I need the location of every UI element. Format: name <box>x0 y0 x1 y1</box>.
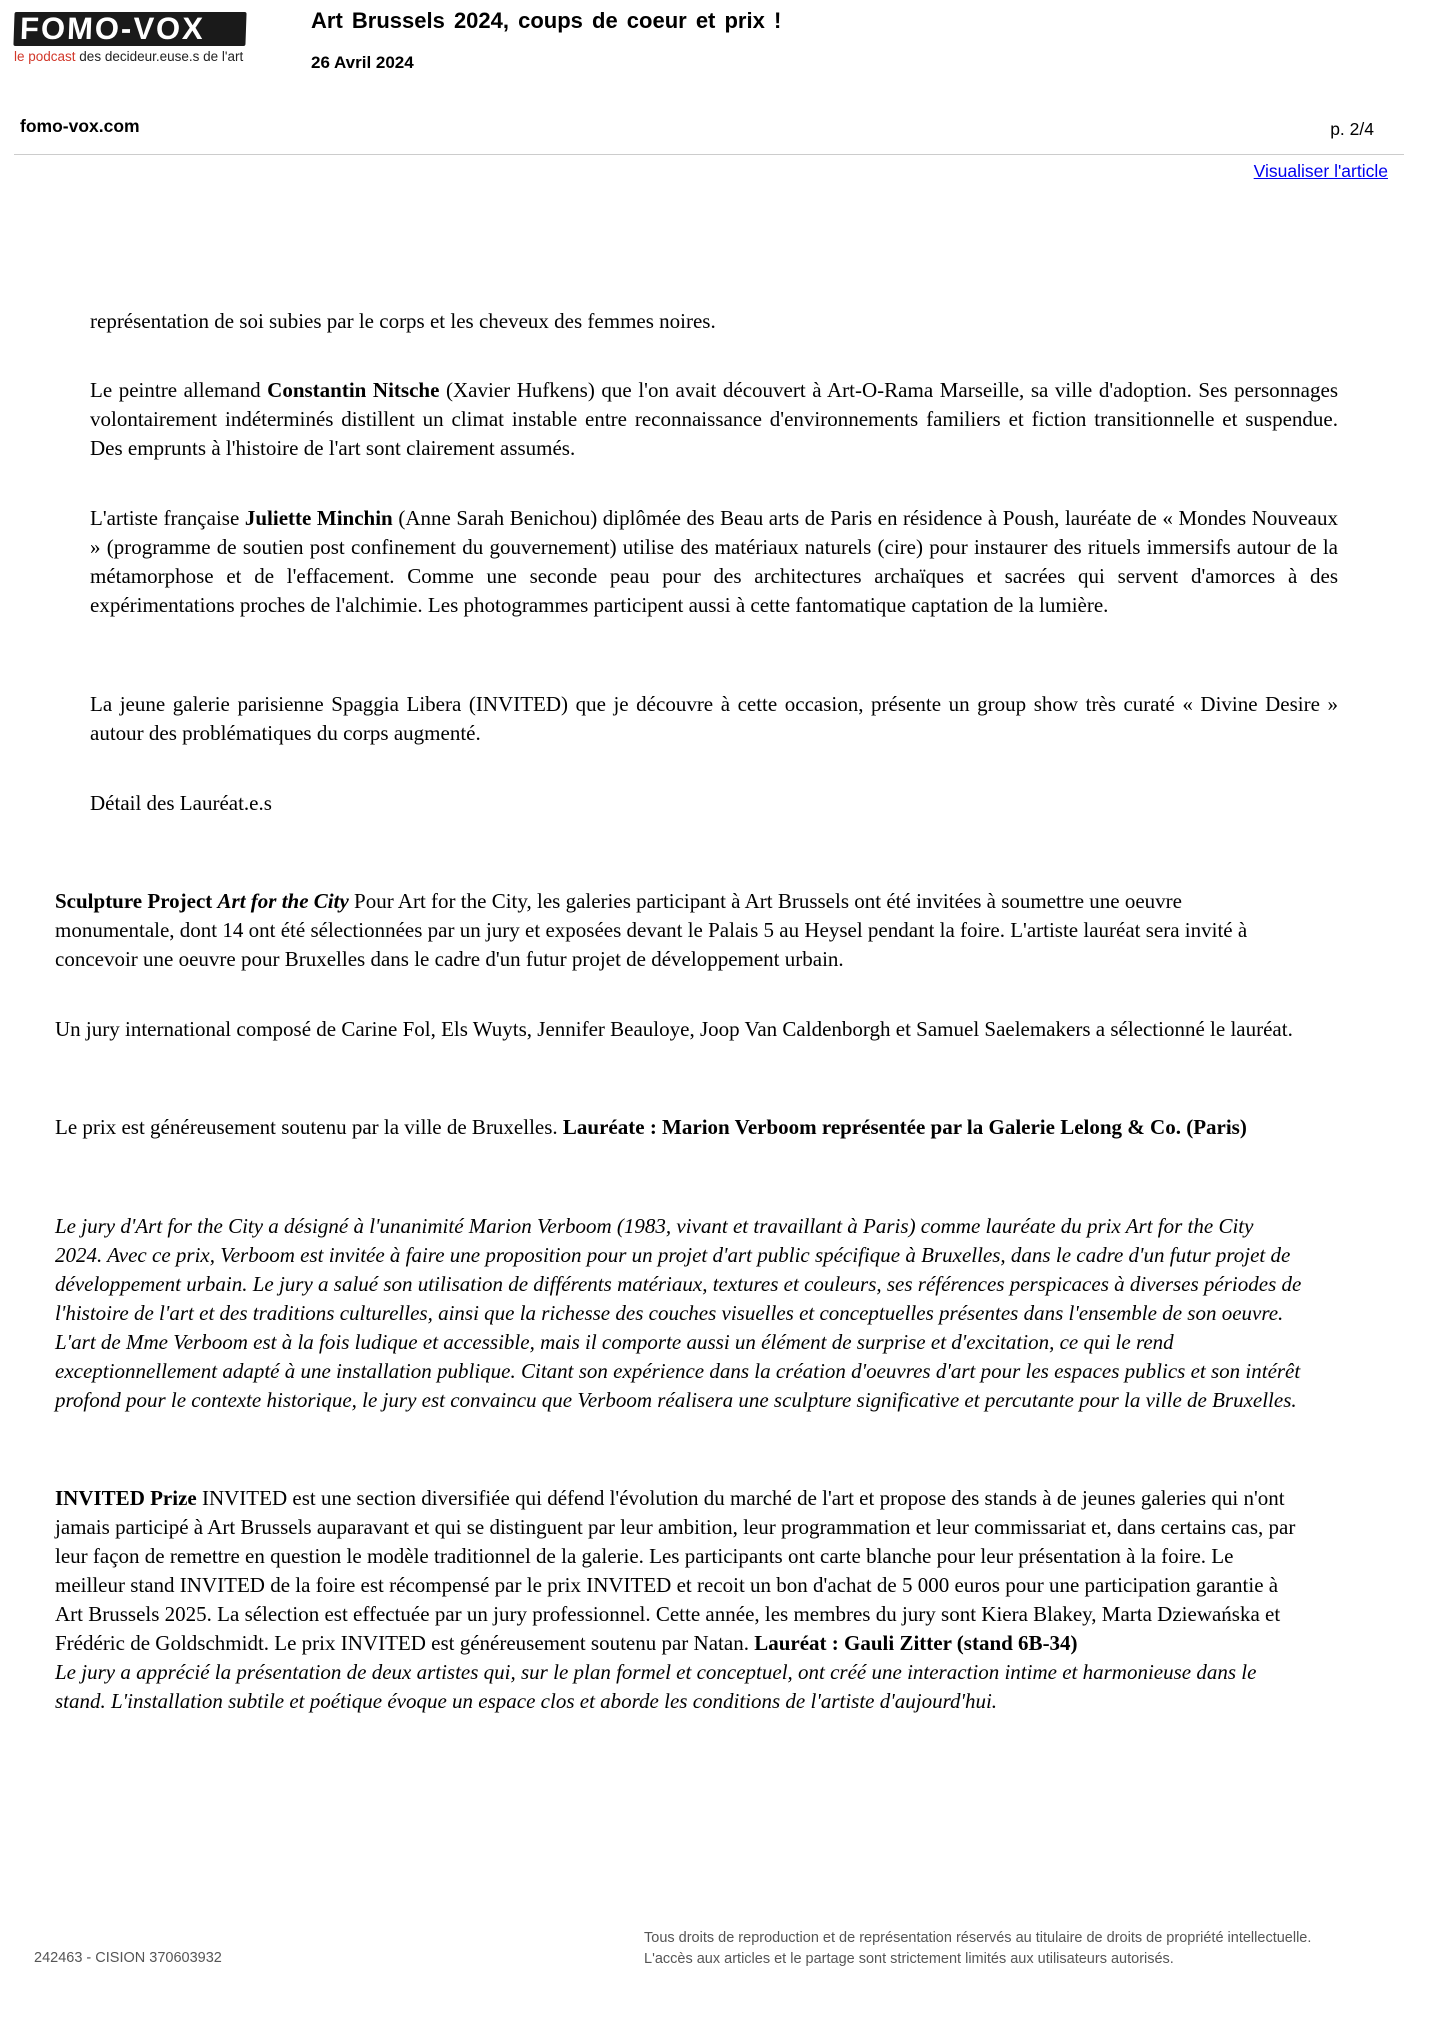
logo-tagline-rest: des decideur.euse.s de l'art <box>75 49 244 64</box>
sculpture-project-label: Sculpture Project <box>55 889 213 913</box>
paragraph-laureate-verboom <box>55 1113 1305 1142</box>
s3-text: Le prix est généreusement soutenu par la ville de Bruxelles. <box>55 1115 563 1139</box>
invited-prize-label: INVITED Prize <box>55 1486 197 1510</box>
footer-rights-line-1: Tous droits de reproduction et de représentation réservés au titulaire de droits de propriété intellectuelle. <box>644 1930 1312 1946</box>
view-article-link[interactable]: Visualiser l'article <box>1253 161 1388 181</box>
article-date: 26 Avril 2024 <box>311 53 414 72</box>
logo-tagline <box>14 49 250 64</box>
fomo-vox-logo <box>14 12 250 64</box>
paragraph-sculpture-project <box>55 887 1305 974</box>
laureate-gauli-zitter: Lauréat : Gauli Zitter (stand 6B-34) <box>754 1631 1078 1655</box>
header-divider <box>14 154 1404 155</box>
p2-post: (Xavier Hufkens) que l'on avait découvert à Art-O-Rama Marseille, sa ville d'adoption. Ses personnages volontairement indéterminés distillent un climat instable entre reconnaissance d'environnements familiers et fiction transitionnelle et suspendue. Des emprunts à l'histoire de l'art sont clairement assumés. <box>90 378 1338 460</box>
logo-wordmark: FOMO-VOX <box>13 12 246 46</box>
footer-rights-line-2: L'accès aux articles et le partage sont strictement limités aux utilisateurs autorisés. <box>644 1951 1174 1967</box>
laureate-verboom: Lauréate : Marion Verboom représentée par la Galerie Lelong & Co. (Paris) <box>562 1115 1247 1139</box>
p3-post: (Anne Sarah Benichou) diplômée des Beau arts de Paris en résidence à Poush, lauréate de « Mondes Nouveaux » (programme de soutien post confinement du gouvernement) utilise des matériaux naturels (cire) pour instaurer des rituels immersifs autour de la métamorphose et de l'effacement. Comme une seconde peau pour des architectures archaïques et sacrées qui servent d'amorces à des expérimentations proches de l'alchimie. Les photogrammes participent aussi à cette fantomatique captation de la lumière. <box>90 506 1338 617</box>
paragraph-laureates-heading: Détail des Lauréat.e.s <box>90 791 272 815</box>
s4-italic: Le jury d'Art for the City a désigné à l'unanimité Marion Verboom (1983, vivant et travaillant à Paris) comme lauréate du prix Art for the City 2024. Avec ce prix, Verboom est invitée à faire une proposition pour un projet d'art public spécifique à Bruxelles, dans le cadre d'un futur projet de développement urbain. Le jury a salué son utilisation de différents matériaux, textures et couleurs, ses références perspicaces à diverses périodes de l'histoire de l'art et des traditions culturelles, ainsi que la richesse des couches visuelles et conceptuelles présentes dans l'ensemble de son oeuvre. L'art de Mme Verboom est à la fois ludique et accessible, mais il comporte aussi un élément de surprise et d'excitation, ce qui le rend exceptionnellement adapté à une installation publique. Citant son expérience dans la création d'oeuvres d'art pour les espaces publics et son intérêt profond pour le contexte historique, le jury est convaincu que Verboom réalisera une sculpture significative et percutante pour la ville de Bruxelles. <box>55 1214 1302 1412</box>
paragraph-minchin <box>90 504 1338 620</box>
footer-id: 242463 - CISION 370603932 <box>34 1950 222 1966</box>
source-site: fomo-vox.com <box>20 116 140 136</box>
p3-pre: L'artiste française <box>90 506 245 530</box>
art-for-the-city-label: Art for the City <box>217 889 349 913</box>
p2-pre: Le peintre allemand <box>90 378 268 402</box>
paragraph-jury: Un jury international composé de Carine Fol, Els Wuyts, Jennifer Beauloye, Joop Van Caldenborgh et Samuel Saelemakers a sélectionné le lauréat. <box>55 1017 1293 1041</box>
artist-name-minchin: Juliette Minchin <box>244 506 393 530</box>
paragraph-nitsche <box>90 376 1338 463</box>
artist-name-nitsche: Constantin Nitsche <box>267 378 440 402</box>
footer-rights <box>644 1928 1311 1970</box>
s5-text: INVITED est une section diversifiée qui défend l'évolution du marché de l'art et propose des stands à de jeunes galeries qui n'ont jamais participé à Art Brussels auparavant et qui se distinguent par leur ambition, leur programmation et leur commissariat et, dans certains cas, par leur façon de remettre en question le modèle traditionnel de la galerie. Les participants ont carte blanche pour leur présentation à la foire. Le meilleur stand INVITED de la foire est récompensé par le prix INVITED et recoit un bon d'achat de 5 000 euros pour une participation garantie à Art Brussels 2025. La sélection est effectuée par un jury professionnel. Cette année, les membres du jury sont Kiera Blakey, Marta Dziewańska et Frédéric de Goldschmidt. Le prix INVITED est généreusement soutenu par Natan. <box>55 1486 1296 1655</box>
article-title: Art Brussels 2024, coups de coeur et prix ! <box>311 8 782 33</box>
page-number: p. 2/4 <box>1330 119 1374 139</box>
paragraph-invited-prize <box>55 1484 1305 1716</box>
s1-text: Pour Art for the City, les galeries participant à Art Brussels ont été invitées à soumettre une oeuvre monumentale, dont 14 ont été sélectionnées par un jury et exposées devant le Palais 5 au Heysel pendant la foire. L'artiste lauréat sera invité à concevoir une oeuvre pour Bruxelles dans le cadre d'un futur projet de développement urbain. <box>55 889 1248 971</box>
paragraph-1: représentation de soi subies par le corps et les cheveux des femmes noires. <box>90 309 716 333</box>
logo-tagline-red: le podcast <box>14 49 76 64</box>
s5-italic: Le jury a apprécié la présentation de deux artistes qui, sur le plan formel et conceptuel, ont créé une interaction intime et harmonieuse dans le stand. L'installation subtile et poétique évoque un espace clos et aborde les conditions de l'artiste d'aujourd'hui. <box>55 1660 1257 1713</box>
paragraph-verboom-jury-quote <box>55 1212 1305 1415</box>
paragraph-spaggia: La jeune galerie parisienne Spaggia Libera (INVITED) que je découvre à cette occasion, présente un group show très curaté « Divine Desire » autour des problématiques du corps augmenté. <box>90 692 1338 745</box>
